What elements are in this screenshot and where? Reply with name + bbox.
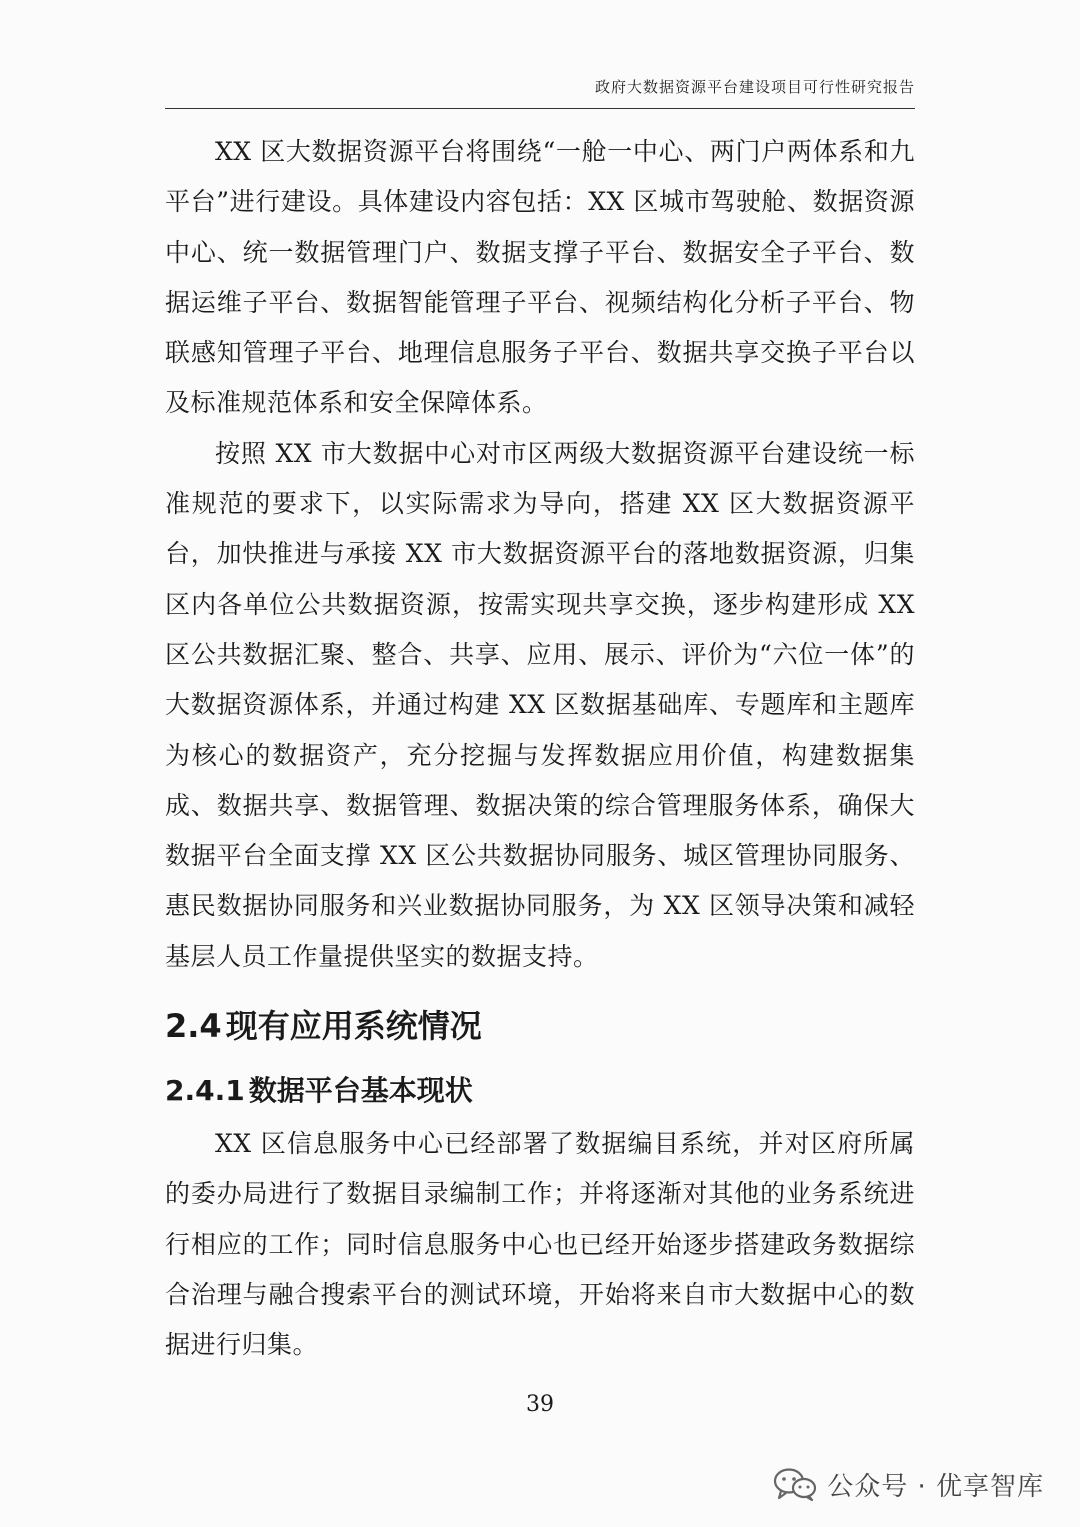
watermark-text: 公众号 · 优享智库 [827, 1471, 1044, 1502]
wechat-icon [773, 1467, 817, 1501]
watermark [773, 1462, 1044, 1506]
header-divider [165, 108, 915, 109]
section-title-text: 现有应用系统情况 [225, 1007, 482, 1046]
section-heading [165, 982, 915, 1057]
paragraph-overview: XX 区大数据资源平台将围绕“一舱一中心、两门户两体系和九平台”进行建设。具体建设内容包括：XX 区城市驾驶舱、数据资源中心、统一数据管理门户、数据支撑子平台、数据安全子平台、数据运维子平台、数据智能管理子平台、视频结构化分析子平台、物联感知管理子平台、地理信息服务子平台、数据共享交换子平台以及标准规范体系和安全保障体系。 [165, 137, 915, 418]
subsection-heading [165, 1057, 915, 1119]
page-number: 39 [526, 1392, 554, 1417]
paragraph-standards: 按照 XX 市大数据中心对市区两级大数据资源平台建设统一标准规范的要求下，以实际需求为导向，搭建 XX 区大数据资源平台，加快推进与承接 XX 市大数据资源平台的落地数据资源，归集区内各单位公共数据资源，按需实现共享交换，逐步构建形成 XX 区公共数据汇聚、整合、共享、应用、展示、评价为“六位一体”的大数据资源体系，并通过构建 XX 区数据基础库、专题库和主题库为核心的数据资产，充分挖掘与发挥数据应用价值，构建数据集成、数据共享、数据管理、数据决策的综合管理服务体系，确保大数据平台全面支撑 XX 区公共数据协同服务、城区管理协同服务、惠民数据协同服务和兴业数据协同服务，为 XX 区领导决策和减轻基层人员工作量提供坚实的数据支持。 [165, 438, 915, 971]
section-number: 2.4 [165, 1007, 222, 1046]
subsection-number: 2.4.1 [165, 1074, 245, 1108]
subsection-title-text: 数据平台基本现状 [248, 1074, 473, 1108]
running-header: 政府大数据资源平台建设项目可行性研究报告 [594, 78, 915, 96]
paragraph-current-status: XX 区信息服务中心已经部署了数据编目系统，并对区府所属的委办局进行了数据目录编制工作；并将逐渐对其他的业务系统进行相应的工作；同时信息服务中心也已经开始逐步搭建政务数据综合治理与融合搜索平台的测试环境，开始将来自市大数据中心的数据进行归集。 [165, 1129, 915, 1360]
page-body [165, 127, 915, 1371]
